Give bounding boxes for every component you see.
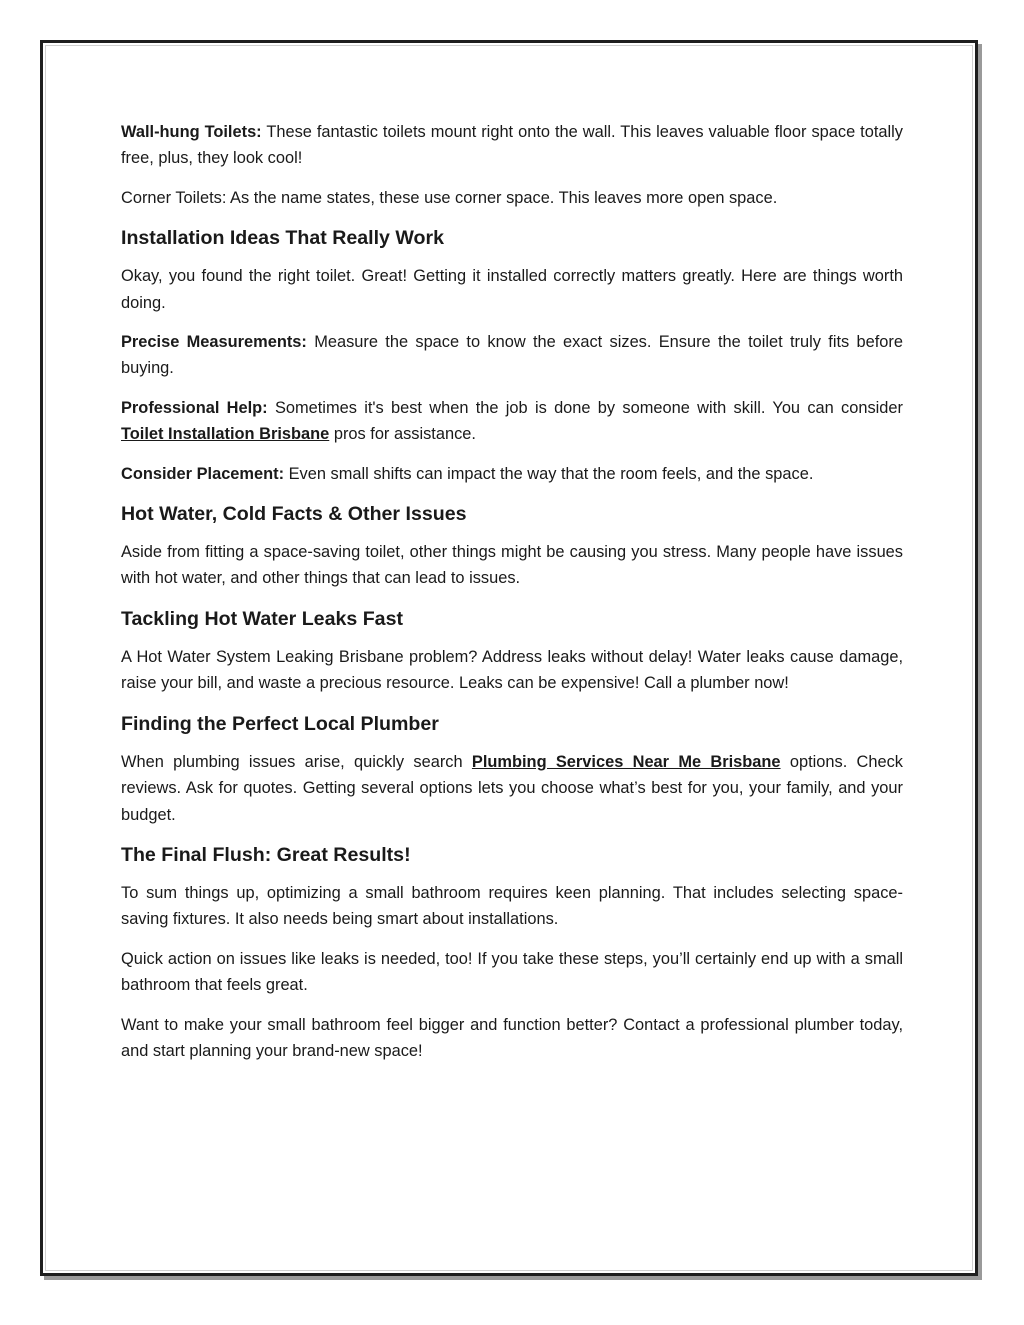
professional-help-text-before: Sometimes it's best when the job is done by someone with skill. You can consider	[274, 398, 903, 417]
professional-help-text-after: pros for assistance.	[333, 425, 476, 444]
installation-intro: Okay, you found the right toilet. Great! Getting it installed correctly matters greatly. Here are things worth doing.	[121, 267, 903, 312]
document-body	[121, 119, 903, 1077]
installation-heading: Installation Ideas That Really Work	[121, 227, 445, 250]
wall-hung-paragraph	[121, 119, 903, 172]
placement-paragraph	[121, 461, 903, 487]
final-heading: The Final Flush: Great Results!	[121, 843, 411, 866]
hot-water-paragraph: Aside from fitting a space-saving toilet, other things might be causing you stress. Many people have issues with hot water, and other things that can lead to issues.	[121, 543, 903, 588]
professional-help-paragraph	[121, 395, 903, 448]
leaks-heading: Tackling Hot Water Leaks Fast	[121, 607, 404, 630]
plumber-paragraph	[121, 749, 903, 828]
toilet-installation-link[interactable]: Toilet Installation Brisbane	[121, 425, 330, 444]
placement-text: Even small shifts can impact the way that the room feels, and the space.	[288, 464, 814, 483]
measurements-text: Measure the space to know the exact sizes. Ensure the toilet truly fits before buying.	[121, 333, 904, 378]
final-paragraph-2: Quick action on issues like leaks is needed, too! If you take these steps, you’ll certainly end up with a small bathroom that feels great.	[121, 949, 903, 995]
leaks-paragraph: A Hot Water System Leaking Brisbane problem? Address leaks without delay! Water leaks cause damage, raise your bill, and waste a precious resource. Leaks can be expensive! Call a plumber now!	[121, 647, 903, 693]
plumbing-services-link[interactable]: Plumbing Services Near Me Brisbane	[471, 752, 781, 771]
measurements-lead: Precise Measurements:	[121, 333, 307, 352]
plumber-heading: Finding the Perfect Local Plumber	[121, 712, 439, 735]
measurements-paragraph	[121, 329, 903, 382]
corner-toilets-paragraph: Corner Toilets: As the name states, these use corner space. This leaves more open space.	[121, 188, 778, 207]
final-paragraph-1: To sum things up, optimizing a small bathroom requires keen planning. That includes selecting space-saving fixtures. It also needs being smart about installations.	[121, 883, 903, 929]
plumber-text-before: When plumbing issues arise, quickly search	[121, 752, 463, 771]
final-paragraph-3: Want to make your small bathroom feel bigger and function better? Contact a professional plumber today, and start planning your brand-new space!	[121, 1015, 903, 1060]
plumber-text-after: options. Check reviews. Ask for quotes. Getting several options lets you choose what’s best for you, your family, and your budget.	[121, 752, 903, 824]
wall-hung-lead: Wall-hung Toilets:	[121, 123, 262, 141]
placement-lead: Consider Placement:	[121, 464, 285, 483]
hot-water-heading: Hot Water, Cold Facts & Other Issues	[121, 503, 467, 526]
wall-hung-text: These fantastic toilets mount right onto the wall. This leaves valuable floor space totally free, plus, they look cool!	[121, 123, 903, 168]
professional-help-lead: Professional Help:	[121, 398, 268, 417]
